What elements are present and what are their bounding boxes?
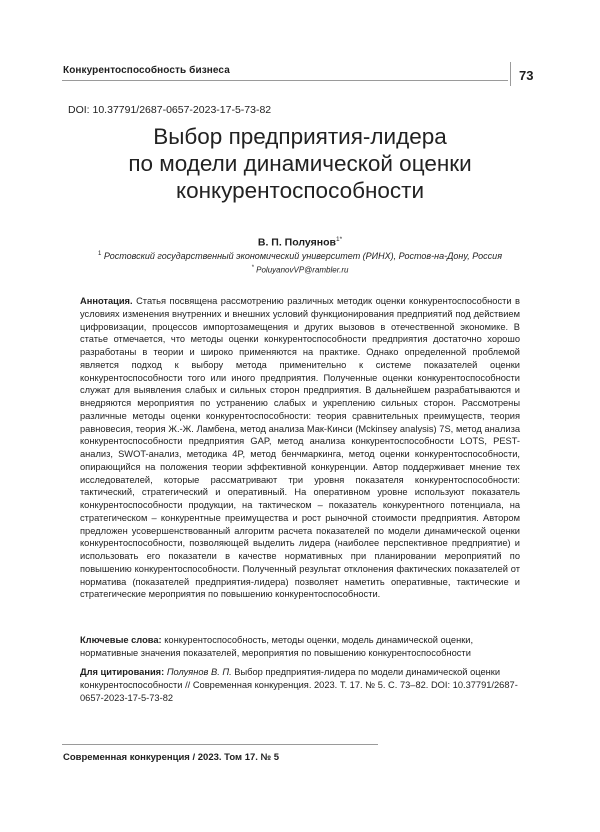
title-line-2: по модели динамической оценки — [128, 151, 472, 176]
header-rule — [62, 80, 508, 81]
citation-authors: Полуянов В. П. — [166, 667, 232, 677]
email — [0, 265, 600, 275]
abstract-text: Статья посвящена рассмотрению различных методик оценки конкурентоспособности в условиях изменения внутренних и внешних условий функционирования предприятий под действием цифровизации, процессов импортозамещения и других вызовов в отечественной экономике. В статье отмечается, что методы оценки конкурентоспособности предприятия достаточно хорошо разработаны в теории и широко применяются на практике. Однако определенной проблемой является подход к выбору метода применительно к системе показателей оценки конкурентоспособности того или иного предприятия. Полученные оценки конкурентоспособности служат для выявления слабых и сильных сторон предприятия. В дальнейшем разрабатываются и внедряются мероприятия по устранению слабых и укреплению сильных сторон. Рассмотрены различные методы оценки конкурентоспособности: теория сравнительных преимуществ, теория равновесия, теория Ж.-Ж. Ламбена, метод анализа Мак-Кинси (Mckinsey analysis) 7S, метод анализа конкурентоспособности предприятия GAP, метод анализа конкурентоспособности LOTS, PEST-анализ, SWOT-анализ, методика 4P, метод бенчмаркинга, метод оценки конкурентоспособности, опирающийся на положения теории эффективной конкуренции. Автор поддерживает мнение тех исследователей, которые рассматривают три уровня показателя конкурентоспособности: тактический, стратегический и оперативный. На оперативном уровне используют показатель конкурентоспособности продукции, на тактическом – показатель конкурентного потенциала, на стратегическом – конкурентные преимущества и рост рыночной стоимости предприятия. Автором предложен усовершенствованный алгоритм расчета показателей по модели динамической оценки конкурентоспособности, позволяющей выделить лидера (наиболее перспективное предприятие) и использовать его показатели в качестве нормативных при планировании мероприятий по повышению конкурентоспособности. Полученный результат отклонения фактических показателей от норматива (показателей предприятия-лидера) позволяет наметить оперативные, тактические и стратегические мероприятия по повышению конкурентоспособности. — [80, 296, 520, 600]
keywords — [80, 634, 520, 660]
footer-rule — [62, 744, 378, 745]
keywords-label: Ключевые слова: — [80, 635, 162, 645]
journal-footer: Современная конкуренция / 2023. Том 17. № 5 — [63, 752, 280, 763]
affiliation-marker: 1 — [97, 251, 102, 257]
author-marker: 1* — [335, 236, 343, 243]
abstract-label: Аннотация. — [80, 296, 133, 306]
article-title — [60, 123, 540, 204]
affiliation — [0, 251, 600, 261]
email-text: PoluyanovVP@rambler.ru — [256, 265, 349, 275]
affiliation-text: Ростовский государственный экономический университет (РИНХ), Ростов-на-Дону, Россия — [103, 251, 502, 261]
citation — [80, 666, 520, 704]
page-number: 73 — [519, 68, 534, 83]
author — [0, 236, 600, 249]
title-line-1: Выбор предприятия-лидера — [153, 124, 447, 149]
email-marker: * — [251, 265, 254, 271]
citation-label: Для цитирования: — [80, 667, 165, 677]
page-number-separator — [510, 62, 511, 86]
running-title: Конкурентоспособность бизнеса — [63, 65, 230, 76]
title-line-3: конкурентоспособности — [175, 178, 425, 203]
doi: DOI: 10.37791/2687-0657-2023-17-5-73-82 — [68, 104, 272, 116]
author-name: В. П. Полуянов — [257, 236, 336, 249]
citation-text: Выбор предприятия-лидера по модели динамической оценки конкурентоспособности // Современная конкуренция. 2023. Т. 17. № 5. С. 73–82. DOI: 10.37791/2687-0657-2023-17-5-73-82 — [80, 667, 518, 703]
abstract — [80, 295, 520, 601]
keywords-text: конкурентоспособность, методы оценки, модель динамической оценки, нормативные значения показателей, мероприятия по повышению конкурентоспособности — [80, 635, 474, 658]
